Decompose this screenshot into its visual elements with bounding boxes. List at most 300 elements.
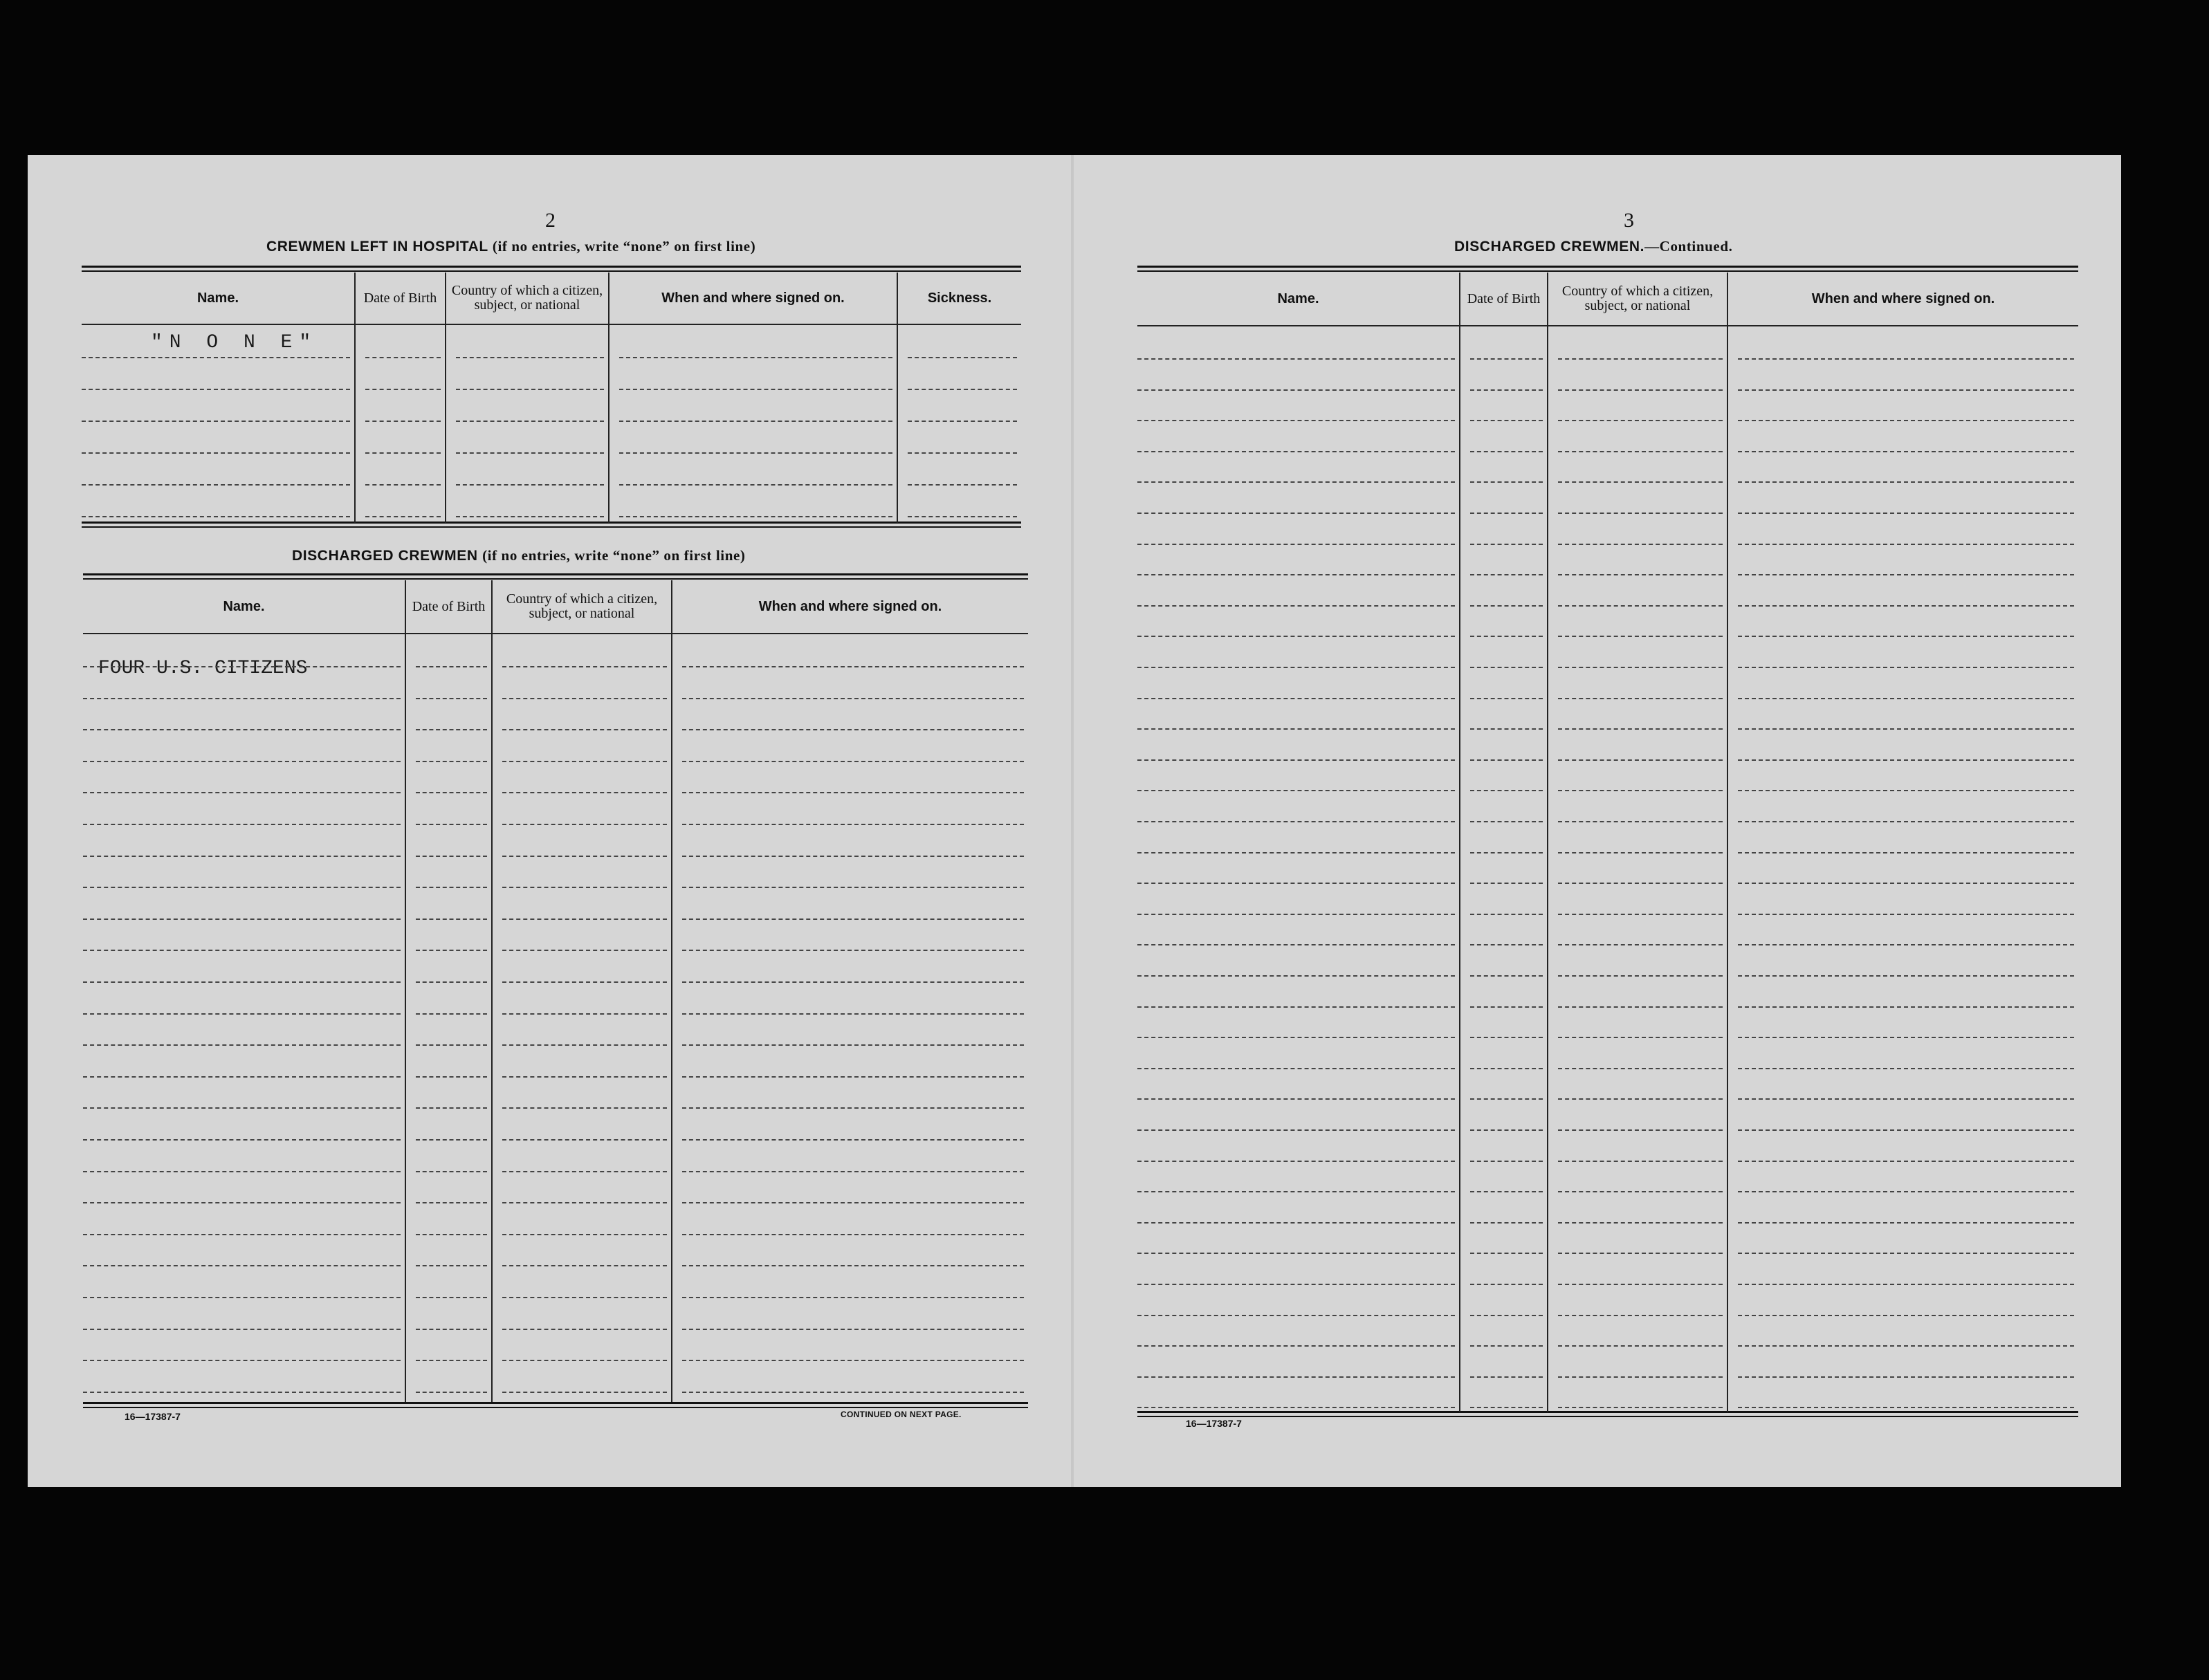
ruled-line: [83, 981, 401, 983]
ruled-line: [1558, 420, 1723, 421]
ruled-line: [1738, 1284, 2074, 1285]
ruled-line: [83, 761, 401, 762]
ruled-line: [1470, 481, 1543, 483]
ruled-line: [1137, 513, 1455, 514]
ruled-line: [1137, 481, 1455, 483]
ruled-line: [502, 1265, 667, 1266]
ruled-line: [1137, 944, 1455, 945]
ruled-line: [682, 1360, 1024, 1361]
ruled-line: [1137, 1407, 1455, 1408]
ruled-line: [1738, 821, 2074, 822]
ruled-line: [1558, 1068, 1723, 1069]
ruled-line: [1137, 852, 1455, 853]
ruled-line: [83, 1107, 401, 1109]
ruled-line: [1137, 975, 1455, 977]
ruled-line: [1738, 544, 2074, 545]
ruled-line: [502, 698, 667, 699]
discharged-table-right: [1137, 266, 2078, 1421]
ruled-line: [416, 1171, 487, 1172]
ruled-line: [1470, 389, 1543, 391]
ruled-line: [1738, 1006, 2074, 1008]
ruled-line: [682, 1202, 1024, 1203]
ruled-line: [83, 950, 401, 951]
ruled-line: [1470, 1098, 1543, 1100]
ruled-line: [456, 357, 604, 358]
ruled-line: [1738, 513, 2074, 514]
ruled-line: [1558, 975, 1723, 977]
ruled-line: [1738, 698, 2074, 699]
ruled-line: [1137, 1222, 1455, 1224]
ruled-line: [1558, 759, 1723, 761]
ruled-line: [682, 824, 1024, 825]
discharged-header-country: Country of which a citizen, subject, or national: [506, 591, 658, 621]
ruled-line: [1738, 883, 2074, 884]
ruled-line: [83, 1265, 401, 1266]
ruled-line: [1738, 975, 2074, 977]
ruled-line: [83, 824, 401, 825]
ruled-line: [1470, 544, 1543, 545]
ruled-line: [682, 729, 1024, 730]
hospital-header-country: Country of which a citizen, subject, or national: [451, 283, 603, 313]
ruled-line: [1137, 358, 1455, 360]
ruled-line: [682, 1392, 1024, 1393]
discharged-title-main: DISCHARGED CREWMEN: [292, 548, 478, 564]
continued-note: CONTINUED ON NEXT PAGE.: [841, 1410, 962, 1419]
ruled-line: [1470, 1376, 1543, 1378]
ruled-line: [1470, 574, 1543, 575]
ruled-line: [1470, 821, 1543, 822]
ruled-line: [1558, 1191, 1723, 1192]
ruled-line: [1738, 574, 2074, 575]
ruled-line: [1558, 1006, 1723, 1008]
ruled-line: [1558, 574, 1723, 575]
left-page: [28, 155, 1072, 1487]
ruled-line: [1558, 481, 1723, 483]
ruled-line: [1738, 914, 2074, 915]
ruled-line: [682, 1329, 1024, 1330]
hospital-header-name: Name.: [196, 290, 239, 306]
ruled-line: [502, 981, 667, 983]
ruled-line: [1470, 420, 1543, 421]
right-header-dob: Date of Birth: [1467, 290, 1541, 306]
ruled-line: [908, 357, 1017, 358]
ruled-line: [1470, 914, 1543, 915]
ruled-line: [416, 1044, 487, 1046]
ruled-line: [416, 666, 487, 667]
ruled-line: [682, 1013, 1024, 1015]
right-header-signed-on: When and where signed on.: [1811, 290, 1995, 306]
ruled-line: [1558, 883, 1723, 884]
ruled-line: [682, 1265, 1024, 1266]
ruled-line: [416, 856, 487, 857]
hospital-entry-name: "N O N E": [151, 332, 318, 353]
ruled-line: [1470, 667, 1543, 668]
ruled-line: [619, 357, 892, 358]
ruled-line: [1470, 1006, 1543, 1008]
hospital-table: [82, 266, 1021, 528]
ruled-line: [502, 666, 667, 667]
discharged-section-title: [292, 547, 746, 564]
ruled-line: [1137, 1376, 1455, 1378]
ruled-line: [1738, 1222, 2074, 1224]
ruled-line: [1470, 513, 1543, 514]
ruled-line: [502, 887, 667, 888]
ruled-line: [502, 1171, 667, 1172]
ruled-line: [1738, 1129, 2074, 1131]
ruled-line: [1738, 1345, 2074, 1347]
ruled-line: [1738, 420, 2074, 421]
ruled-line: [1738, 358, 2074, 360]
ruled-line: [619, 452, 892, 454]
ruled-line: [502, 761, 667, 762]
ruled-line: [365, 357, 441, 358]
ruled-line: [1558, 1376, 1723, 1378]
ruled-line: [83, 1392, 401, 1393]
ruled-line: [1470, 605, 1543, 607]
ruled-line: [682, 761, 1024, 762]
ruled-line: [1470, 1037, 1543, 1038]
ruled-line: [1558, 389, 1723, 391]
ruled-line: [1738, 759, 2074, 761]
ruled-line: [1558, 790, 1723, 791]
ruled-line: [682, 856, 1024, 857]
discharged-continued-title: [1454, 238, 1732, 255]
ruled-line: [365, 389, 441, 390]
ruled-line: [682, 1171, 1024, 1172]
ruled-line: [416, 1202, 487, 1203]
ruled-line: [82, 484, 350, 486]
ruled-line: [416, 1076, 487, 1078]
ruled-line: [1470, 1129, 1543, 1131]
ruled-line: [502, 1202, 667, 1203]
ruled-line: [1558, 513, 1723, 514]
ruled-line: [416, 1329, 487, 1330]
ruled-line: [83, 729, 401, 730]
ruled-line: [1137, 1284, 1455, 1285]
discharged-header-dob: Date of Birth: [412, 598, 486, 614]
ruled-line: [416, 981, 487, 983]
ruled-line: [682, 1297, 1024, 1298]
ruled-line: [1558, 1098, 1723, 1100]
ruled-line: [502, 792, 667, 793]
discharged-title-note: (if no entries, write “none” on first line): [482, 547, 746, 564]
ruled-line: [82, 357, 350, 358]
ruled-line: [908, 452, 1017, 454]
ruled-line: [502, 1107, 667, 1109]
ruled-line: [82, 421, 350, 422]
ruled-line: [1137, 883, 1455, 884]
ruled-line: [83, 666, 401, 667]
ruled-line: [83, 887, 401, 888]
ruled-line: [1470, 975, 1543, 977]
ruled-line: [416, 1392, 487, 1393]
ruled-line: [82, 452, 350, 454]
ruled-line: [83, 1013, 401, 1015]
hospital-section-title: [266, 238, 755, 255]
ruled-line: [1738, 481, 2074, 483]
ruled-line: [1558, 1222, 1723, 1224]
ruled-line: [416, 1139, 487, 1141]
ruled-line: [1558, 914, 1723, 915]
ruled-line: [365, 452, 441, 454]
ruled-line: [1738, 1068, 2074, 1069]
ruled-line: [416, 887, 487, 888]
ruled-line: [1137, 728, 1455, 730]
ruled-line: [83, 1360, 401, 1361]
ruled-line: [416, 792, 487, 793]
ruled-line: [1470, 1284, 1543, 1285]
ruled-line: [416, 1107, 487, 1109]
ruled-line: [1558, 667, 1723, 668]
ruled-line: [682, 887, 1024, 888]
ruled-line: [682, 698, 1024, 699]
ruled-line: [1738, 790, 2074, 791]
ruled-line: [682, 1044, 1024, 1046]
ruled-line: [1558, 605, 1723, 607]
ruled-line: [83, 1139, 401, 1141]
ruled-line: [502, 1013, 667, 1015]
ruled-line: [416, 729, 487, 730]
ruled-line: [1137, 574, 1455, 575]
hospital-header-sickness: Sickness.: [927, 290, 992, 306]
ruled-line: [1470, 1345, 1543, 1347]
hospital-title-note: (if no entries, write “none” on first line): [492, 238, 756, 255]
ruled-line: [1470, 1222, 1543, 1224]
ruled-line: [502, 1044, 667, 1046]
ruled-line: [1137, 1345, 1455, 1347]
ruled-line: [908, 516, 1017, 517]
ruled-line: [1558, 1129, 1723, 1131]
manifest-sheet: [28, 155, 2121, 1487]
ruled-line: [1558, 1315, 1723, 1316]
form-number-left: 16—17387-7: [125, 1411, 181, 1422]
ruled-line: [1137, 389, 1455, 391]
ruled-line: [1738, 1315, 2074, 1316]
ruled-line: [1558, 821, 1723, 822]
ruled-line: [502, 729, 667, 730]
form-number-right: 16—17387-7: [1186, 1418, 1242, 1429]
ruled-line: [502, 1297, 667, 1298]
discharged-header-name: Name.: [223, 598, 265, 614]
ruled-line: [1558, 944, 1723, 945]
ruled-line: [416, 950, 487, 951]
ruled-line: [456, 516, 604, 517]
ruled-line: [1470, 1191, 1543, 1192]
page-number-left: 2: [545, 209, 556, 232]
ruled-line: [1137, 914, 1455, 915]
ruled-line: [1470, 852, 1543, 853]
ruled-line: [1470, 1407, 1543, 1408]
ruled-line: [1137, 1098, 1455, 1100]
ruled-line: [908, 421, 1017, 422]
ruled-line: [619, 389, 892, 390]
ruled-line: [1738, 1098, 2074, 1100]
ruled-line: [83, 1076, 401, 1078]
ruled-line: [1137, 1253, 1455, 1254]
ruled-line: [1137, 667, 1455, 668]
ruled-line: [416, 698, 487, 699]
right-header-name: Name.: [1277, 290, 1319, 306]
ruled-line: [1137, 1068, 1455, 1069]
ruled-line: [1470, 728, 1543, 730]
ruled-line: [502, 1234, 667, 1235]
ruled-line: [502, 856, 667, 857]
ruled-line: [1137, 790, 1455, 791]
discharged-table-left: [83, 573, 1028, 1410]
ruled-line: [83, 1234, 401, 1235]
hospital-header-signed-on: When and where signed on.: [661, 290, 845, 306]
ruled-line: [682, 1107, 1024, 1109]
ruled-line: [1558, 1161, 1723, 1162]
ruled-line: [1738, 667, 2074, 668]
ruled-line: [502, 1139, 667, 1141]
ruled-line: [83, 1297, 401, 1298]
ruled-line: [502, 1076, 667, 1078]
ruled-line: [416, 1297, 487, 1298]
ruled-line: [502, 824, 667, 825]
ruled-line: [83, 856, 401, 857]
ruled-line: [619, 421, 892, 422]
ruled-line: [682, 1076, 1024, 1078]
ruled-line: [1738, 1407, 2074, 1408]
ruled-line: [416, 1265, 487, 1266]
ruled-line: [502, 1392, 667, 1393]
ruled-line: [1137, 1191, 1455, 1192]
ruled-line: [1558, 1345, 1723, 1347]
discharged-continued-title-main: DISCHARGED CREWMEN.: [1454, 239, 1645, 255]
discharged-entry-name: FOUR U.S. CITIZENS: [98, 658, 308, 679]
page-number-right: 3: [1624, 209, 1634, 232]
ruled-line: [1137, 759, 1455, 761]
ruled-line: [416, 1360, 487, 1361]
ruled-line: [682, 1234, 1024, 1235]
ruled-line: [1558, 1037, 1723, 1038]
ruled-line: [1558, 451, 1723, 452]
ruled-line: [1558, 358, 1723, 360]
ruled-line: [1738, 1253, 2074, 1254]
right-page: [1072, 155, 2121, 1487]
ruled-line: [416, 919, 487, 920]
ruled-line: [83, 919, 401, 920]
ruled-line: [682, 981, 1024, 983]
ruled-line: [1738, 852, 2074, 853]
ruled-line: [1738, 1191, 2074, 1192]
ruled-line: [1470, 698, 1543, 699]
ruled-line: [416, 1013, 487, 1015]
ruled-line: [365, 516, 441, 517]
ruled-line: [1470, 1161, 1543, 1162]
ruled-line: [1137, 1006, 1455, 1008]
hospital-header-dob: Date of Birth: [363, 290, 437, 306]
ruled-line: [82, 516, 350, 517]
ruled-line: [1470, 759, 1543, 761]
ruled-line: [1137, 698, 1455, 699]
ruled-line: [502, 1360, 667, 1361]
ruled-line: [1558, 852, 1723, 853]
ruled-line: [1470, 944, 1543, 945]
ruled-line: [1137, 1161, 1455, 1162]
ruled-line: [1558, 636, 1723, 637]
ruled-line: [1137, 636, 1455, 637]
ruled-line: [908, 484, 1017, 486]
ruled-line: [1470, 1315, 1543, 1316]
ruled-line: [83, 792, 401, 793]
ruled-line: [908, 389, 1017, 390]
ruled-line: [82, 389, 350, 390]
ruled-line: [1137, 1129, 1455, 1131]
ruled-line: [83, 1044, 401, 1046]
ruled-line: [416, 761, 487, 762]
ruled-line: [682, 792, 1024, 793]
ruled-line: [682, 1139, 1024, 1141]
ruled-line: [1137, 605, 1455, 607]
ruled-line: [682, 950, 1024, 951]
ruled-line: [365, 484, 441, 486]
ruled-line: [83, 1202, 401, 1203]
ruled-line: [1137, 821, 1455, 822]
ruled-line: [1558, 698, 1723, 699]
ruled-line: [1137, 544, 1455, 545]
ruled-line: [1558, 1284, 1723, 1285]
hospital-title-main: CREWMEN LEFT IN HOSPITAL: [266, 239, 488, 255]
ruled-line: [456, 389, 604, 390]
ruled-line: [502, 950, 667, 951]
ruled-line: [1470, 1068, 1543, 1069]
ruled-line: [1470, 883, 1543, 884]
ruled-line: [1738, 389, 2074, 391]
ruled-line: [1137, 1315, 1455, 1316]
ruled-line: [83, 1329, 401, 1330]
ruled-line: [682, 919, 1024, 920]
ruled-line: [416, 1234, 487, 1235]
ruled-line: [1558, 1253, 1723, 1254]
ruled-line: [365, 421, 441, 422]
ruled-line: [1470, 451, 1543, 452]
ruled-line: [1738, 1161, 2074, 1162]
ruled-line: [1738, 728, 2074, 730]
discharged-continued-title-note: —Continued.: [1644, 238, 1733, 255]
ruled-line: [619, 516, 892, 517]
ruled-line: [1470, 1253, 1543, 1254]
ruled-line: [1738, 636, 2074, 637]
ruled-line: [1558, 1407, 1723, 1408]
ruled-line: [1137, 420, 1455, 421]
ruled-line: [1558, 728, 1723, 730]
ruled-line: [1137, 451, 1455, 452]
ruled-line: [1137, 1037, 1455, 1038]
ruled-line: [1470, 358, 1543, 360]
ruled-line: [502, 1329, 667, 1330]
right-header-country: Country of which a citizen, subject, or national: [1561, 284, 1714, 313]
ruled-line: [83, 1171, 401, 1172]
ruled-line: [682, 666, 1024, 667]
ruled-line: [1738, 605, 2074, 607]
ruled-line: [1738, 944, 2074, 945]
ruled-line: [1738, 1037, 2074, 1038]
ruled-line: [83, 698, 401, 699]
ruled-line: [1470, 790, 1543, 791]
ruled-line: [456, 452, 604, 454]
ruled-line: [1738, 451, 2074, 452]
ruled-line: [456, 421, 604, 422]
ruled-line: [416, 824, 487, 825]
discharged-header-signed-on: When and where signed on.: [758, 598, 942, 614]
ruled-line: [456, 484, 604, 486]
ruled-line: [502, 919, 667, 920]
ruled-line: [1738, 1376, 2074, 1378]
ruled-line: [1558, 544, 1723, 545]
ruled-line: [619, 484, 892, 486]
